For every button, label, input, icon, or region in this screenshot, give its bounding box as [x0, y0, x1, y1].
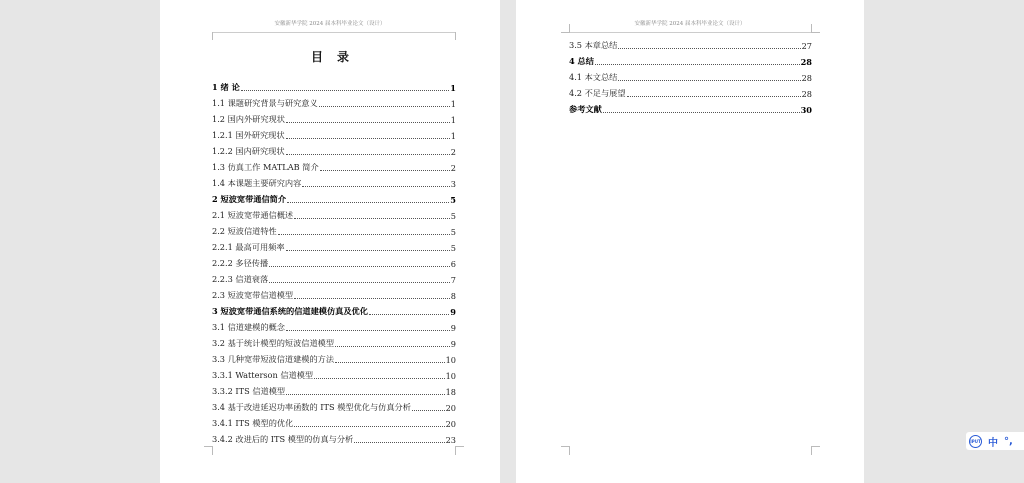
toc-page-number: 10 [445, 355, 456, 365]
toc-leader [618, 48, 800, 49]
toc-entry-label: 1.2.1 国外研究现状 [212, 130, 285, 140]
margin-corner [204, 446, 213, 455]
document-page-1 [160, 0, 500, 483]
toc-entry-label: 参考文献 [569, 104, 602, 114]
toc-entry[interactable] [569, 35, 812, 51]
toc-entry[interactable] [212, 77, 456, 93]
margin-corner [561, 24, 570, 33]
toc-entry-label: 2.2.1 最高可用频率 [212, 242, 285, 252]
toc-entry-label: 1.2 国内外研究现状 [212, 114, 285, 124]
toc-page-number: 30 [800, 105, 812, 115]
toc-page-number: 8 [450, 291, 456, 301]
toc-entry-label: 3.1 信道建模的概念 [212, 322, 285, 332]
toc-entry[interactable] [212, 141, 456, 157]
toc-entry-label: 4.1 本文总结 [569, 72, 618, 82]
toc-entry-label: 3.5 本章总结 [569, 40, 618, 50]
toc-leader [294, 218, 450, 219]
toc-entry[interactable] [212, 205, 456, 221]
toc-page-number: 1 [450, 83, 456, 93]
margin-corner [455, 446, 464, 455]
toc-page-number: 5 [450, 243, 456, 253]
toc-entry[interactable] [212, 189, 456, 205]
toc-leader [286, 154, 450, 155]
toc-leader [412, 410, 445, 411]
toc-leader [320, 170, 450, 171]
toc-page-number: 9 [450, 323, 456, 333]
toc-entry[interactable] [212, 157, 456, 173]
page-header: 安徽新华学院 2024 届本科毕业论文（设计） [634, 21, 746, 27]
toc-entry-label: 2.1 短波宽带通信概述 [212, 210, 294, 220]
toc-entry-label: 2.3 短波宽带信道模型 [212, 290, 294, 300]
toc-entry-label: 1.4 本课题主要研究内容 [212, 178, 302, 188]
toc-entry-label: 4 总结 [569, 56, 594, 66]
toc-leader [335, 346, 450, 347]
toc-entry[interactable] [212, 413, 456, 429]
toc-entry-label: 3.4 基于改进延迟功率函数的 ITS 模型优化与仿真分析 [212, 402, 411, 412]
toc-entry[interactable] [212, 429, 456, 445]
toc-entry[interactable] [212, 125, 456, 141]
margin-corner [561, 446, 570, 455]
toc-page-number: 20 [445, 419, 456, 429]
toc-leader [603, 112, 800, 113]
toc-page-number: 23 [445, 435, 456, 445]
toc-page-number: 10 [445, 371, 456, 381]
toc-leader [269, 266, 450, 267]
toc-page-number: 9 [450, 307, 456, 317]
table-of-contents [212, 77, 456, 445]
toc-entry[interactable] [212, 221, 456, 237]
toc-entry-label: 1.2.2 国内研究现状 [212, 146, 285, 156]
toc-leader [294, 426, 444, 427]
margin-corner [455, 32, 464, 40]
toc-title: 目录 [310, 50, 363, 64]
toc-entry[interactable] [212, 365, 456, 381]
header-rule [212, 32, 456, 33]
toc-page-number: 3 [450, 179, 456, 189]
toc-page-number: 2 [450, 163, 456, 173]
toc-page-number: 7 [450, 275, 456, 285]
toc-entry-label: 1 绪 论 [212, 82, 240, 92]
toc-entry-label: 3 短波宽带通信系统的信道建模仿真及优化 [212, 306, 368, 316]
toc-entry-label: 3.3.2 ITS 信道模型 [212, 386, 286, 396]
toc-leader [294, 298, 450, 299]
ime-punctuation-icon[interactable]: °, [1004, 435, 1013, 447]
toc-page-number: 1 [450, 115, 456, 125]
document-page-2 [516, 0, 864, 483]
toc-entry[interactable] [212, 173, 456, 189]
toc-entry-label: 3.4.2 改进后的 ITS 模型的仿真与分析 [212, 434, 354, 444]
toc-leader [354, 442, 444, 443]
header-rule [569, 32, 812, 33]
toc-entry[interactable] [212, 381, 456, 397]
toc-entry[interactable] [212, 253, 456, 269]
toc-leader [618, 80, 800, 81]
table-of-contents-continued [569, 35, 812, 115]
toc-entry[interactable] [212, 397, 456, 413]
page-header: 安徽新华学院 2024 届本科毕业论文（设计） [274, 21, 386, 27]
toc-entry-label: 2.2.2 多径传播 [212, 258, 269, 268]
toc-leader [314, 378, 444, 379]
toc-leader [319, 106, 450, 107]
ime-toolbar[interactable] [966, 432, 1024, 450]
toc-page-number: 18 [445, 387, 456, 397]
toc-entry-label: 3.3 几种宽带短波信道建模的方法 [212, 354, 335, 364]
toc-page-number: 1 [450, 99, 456, 109]
toc-entry-label: 2.2.3 信道衰落 [212, 274, 269, 284]
toc-page-number: 2 [450, 147, 456, 157]
toc-entry[interactable] [569, 99, 812, 115]
toc-page-number: 28 [801, 89, 812, 99]
margin-corner [811, 24, 820, 33]
toc-entry[interactable] [212, 333, 456, 349]
toc-page-number: 1 [450, 131, 456, 141]
ime-logo-icon[interactable]: IPUT [969, 435, 982, 448]
toc-leader [335, 362, 445, 363]
toc-leader [286, 394, 444, 395]
toc-entry[interactable] [212, 349, 456, 365]
toc-page-number: 27 [801, 41, 812, 51]
toc-leader [302, 186, 449, 187]
toc-entry[interactable] [212, 285, 456, 301]
toc-entry-label: 2 短波宽带通信简介 [212, 194, 287, 204]
toc-leader [286, 138, 450, 139]
toc-leader [286, 330, 450, 331]
toc-leader [286, 250, 450, 251]
toc-entry-label: 4.2 不足与展望 [569, 88, 626, 98]
toc-entry-label: 3.3.1 Watterson 信道模型 [212, 370, 314, 380]
margin-corner [811, 446, 820, 455]
toc-leader [278, 234, 450, 235]
toc-entry[interactable] [569, 51, 812, 67]
toc-entry-label: 2.2 短波信道特性 [212, 226, 277, 236]
ime-language-toggle[interactable]: 中 [988, 437, 998, 449]
toc-page-number: 5 [450, 195, 456, 205]
toc-leader [286, 122, 450, 123]
toc-page-number: 9 [450, 339, 456, 349]
margin-corner [204, 32, 213, 40]
toc-entry[interactable] [212, 269, 456, 285]
toc-entry-label: 3.4.1 ITS 模型的优化 [212, 418, 294, 428]
toc-leader [287, 202, 449, 203]
toc-leader [241, 90, 450, 91]
toc-page-number: 6 [450, 259, 456, 269]
toc-entry[interactable] [569, 83, 812, 99]
toc-page-number: 28 [801, 73, 812, 83]
toc-leader [269, 282, 450, 283]
toc-leader [369, 314, 449, 315]
toc-page-number: 5 [450, 227, 456, 237]
toc-entry[interactable] [212, 109, 456, 125]
toc-entry-label: 1.3 仿真工作 MATLAB 简介 [212, 162, 319, 172]
toc-entry[interactable] [212, 317, 456, 333]
toc-entry-label: 3.2 基于统计模型的短波信道模型 [212, 338, 335, 348]
toc-entry[interactable] [569, 67, 812, 83]
toc-entry[interactable] [212, 237, 456, 253]
toc-leader [595, 64, 800, 65]
toc-entry-label: 1.1 课题研究背景与研究意义 [212, 98, 318, 108]
toc-page-number: 28 [800, 57, 812, 67]
toc-page-number: 20 [445, 403, 456, 413]
toc-entry[interactable] [212, 301, 456, 317]
toc-leader [627, 96, 801, 97]
toc-entry[interactable] [212, 93, 456, 109]
toc-page-number: 5 [450, 211, 456, 221]
